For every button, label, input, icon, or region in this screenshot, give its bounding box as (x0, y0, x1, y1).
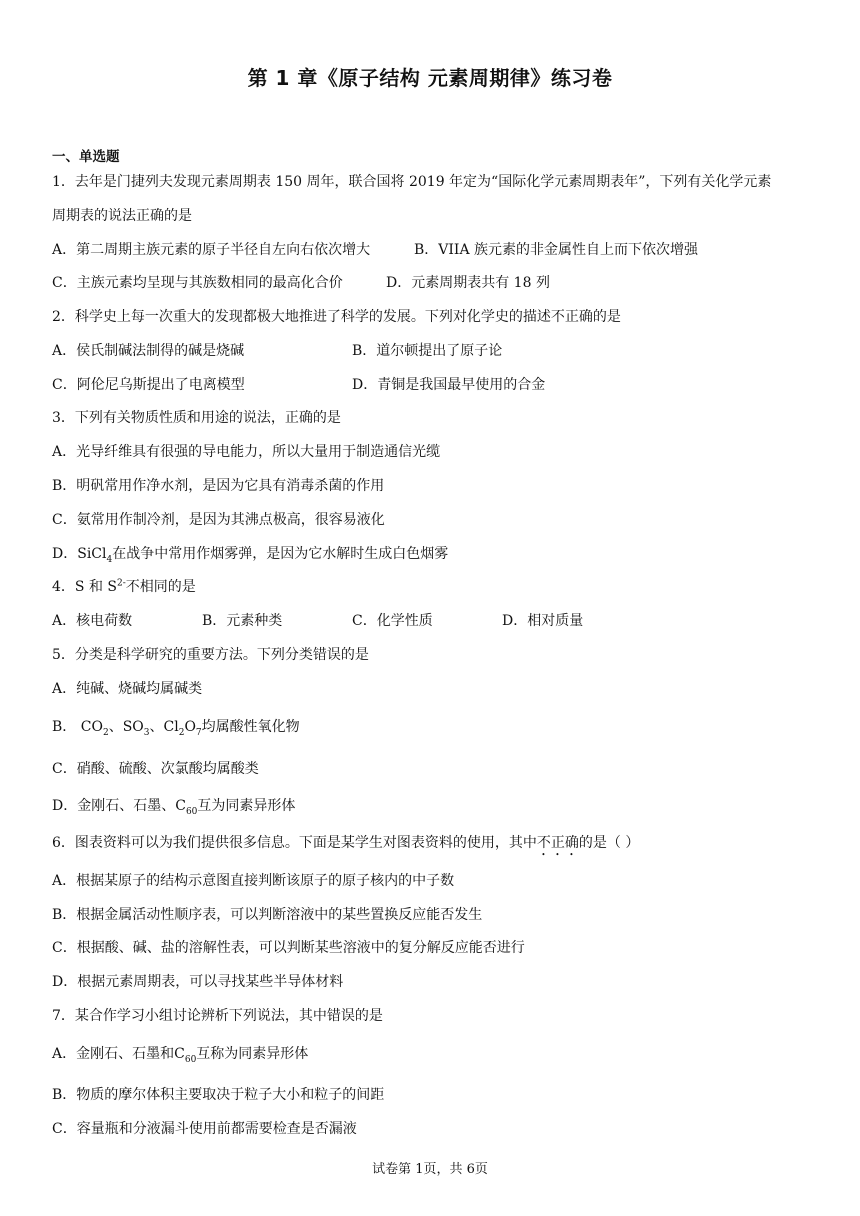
q4-stem-sup: 2- (117, 578, 126, 589)
q2-option-b: B．道尔顿提出了原子论 (352, 343, 503, 359)
q6-stem-post: 的是（ ） (578, 835, 640, 851)
q6-option-d: D．根据元素周期表，可以寻找某些半导体材料 (52, 974, 344, 990)
q2-option-a: A．侯氏制碱法制得的碱是烧碱 (52, 343, 245, 359)
q3-d-post: 在战争中常用作烟雾弹，是因为它水解时生成白色烟雾 (112, 546, 449, 562)
q5-b-so-sub: 3 (143, 727, 150, 738)
q5-b-cl: Cl (163, 719, 179, 735)
q7-a-c: C (174, 1046, 185, 1062)
q1-option-c: C．主族元素均呈现与其族数相同的最高化合价 (52, 275, 343, 291)
q4-option-d: D．相对质量 (502, 613, 584, 629)
q7-a-sub: 60 (184, 1054, 197, 1065)
q3-option-b: B．明矾常用作净水剂，是因为它具有消毒杀菌的作用 (52, 478, 385, 494)
q1-option-b: B．VIIA 族元素的非金属性自上而下依次增强 (414, 242, 699, 258)
q6-option-a: A．根据某原子的结构示意图直接判断该原子的原子核内的中子数 (52, 873, 455, 889)
q2-option-d: D．青铜是我国最早使用的合金 (352, 377, 546, 393)
q1-stem-line2: 周期表的说法正确的是 (52, 208, 192, 224)
q5-b-o: O (184, 719, 196, 735)
q6-option-c: C．根据酸、碱、盐的溶解性表，可以判断某些溶液中的复分解反应能否进行 (52, 940, 525, 956)
q5-b-label: B． (52, 719, 77, 735)
q6-option-b: B．根据金属活动性顺序表，可以判断溶液中的某些置换反应能否发生 (52, 907, 483, 923)
q5-stem: 5．分类是科学研究的重要方法。下列分类错误的是 (52, 647, 369, 663)
q5-b-sep1: 、 (108, 719, 123, 735)
q5-b-cl-sub: 2 (178, 727, 185, 738)
q4-stem (52, 578, 196, 596)
q6-stem-pre: 6．图表资料可以为我们提供很多信息。下面是某学生对图表资料的使用，其中 (52, 835, 537, 851)
q7-option-b: B．物质的摩尔体积主要取决于粒子大小和粒子的间距 (52, 1087, 385, 1103)
q3-d-pre: D．SiCl (52, 546, 107, 562)
q5-b-o-sub: 7 (195, 727, 202, 738)
q5-d-pre: D．金刚石、石墨、C (52, 798, 186, 814)
q1-stem-line1: 1．去年是门捷列夫发现元素周期表 150 周年，联合国将 2019 年定为“国际化学元素周期表年”，下列有关化学元素 (52, 174, 772, 190)
q3-option-a: A．光导纤维具有很强的导电能力，所以大量用于制造通信光缆 (52, 444, 441, 460)
q6-stem (52, 834, 639, 859)
q5-b-co-sub: 2 (102, 727, 109, 738)
q7-option-a (52, 1045, 308, 1063)
q4-option-b: B．元素种类 (202, 613, 283, 629)
q7-stem: 7．某合作学习小组讨论辨析下列说法，其中错误的是 (52, 1008, 383, 1024)
q3-stem: 3．下列有关物质性质和用途的说法，正确的是 (52, 410, 341, 426)
page-title: 第 1 章《原子结构 元素周期律》练习卷 (247, 66, 613, 90)
page-footer: 试卷第 1页，共 6页 (372, 1162, 488, 1177)
q4-option-a: A．核电荷数 (52, 613, 133, 629)
q5-d-post: 互为同素异形体 (197, 798, 296, 814)
q1-option-d: D．元素周期表共有 18 列 (386, 275, 550, 291)
q6-stem-emphasis: 不正确 (536, 835, 579, 851)
q7-option-c: C．容量瓶和分液漏斗使用前都需要检查是否漏液 (52, 1121, 357, 1137)
q5-option-a: A．纯碱、烧碱均属碱类 (52, 681, 203, 697)
q4-option-c: C．化学性质 (352, 613, 433, 629)
q1-option-a: A．第二周期主族元素的原子半径自左向右依次增大 (52, 242, 371, 258)
q5-option-c: C．硝酸、硫酸、次氯酸均属酸类 (52, 761, 259, 777)
q5-option-b (52, 718, 300, 736)
q3-option-c: C．氨常用作制冷剂，是因为其沸点极高，很容易液化 (52, 512, 385, 528)
q7-a-pre: A．金刚石、石墨和 (52, 1046, 175, 1062)
q4-stem-post: 不相同的是 (125, 579, 196, 595)
q2-option-c: C．阿伦尼乌斯提出了电离模型 (52, 377, 245, 393)
q3-option-d (52, 545, 448, 563)
q5-d-sub: 60 (185, 806, 198, 817)
q2-stem: 2．科学史上每一次重大的发现都极大地推进了科学的发展。下列对化学史的描述不正确的是 (52, 309, 621, 325)
q5-b-post: 均属酸性氧化物 (201, 719, 300, 735)
q3-d-sub: 4 (106, 554, 113, 565)
q7-a-post: 互称为同素异形体 (196, 1046, 309, 1062)
q5-b-so: SO (122, 719, 144, 735)
q5-b-co: CO (80, 719, 103, 735)
section-heading: 一、单选题 (52, 149, 120, 165)
q5-option-d (52, 797, 295, 815)
q5-b-sep2: 、 (149, 719, 164, 735)
q4-stem-pre: 4．S 和 S (52, 579, 117, 595)
